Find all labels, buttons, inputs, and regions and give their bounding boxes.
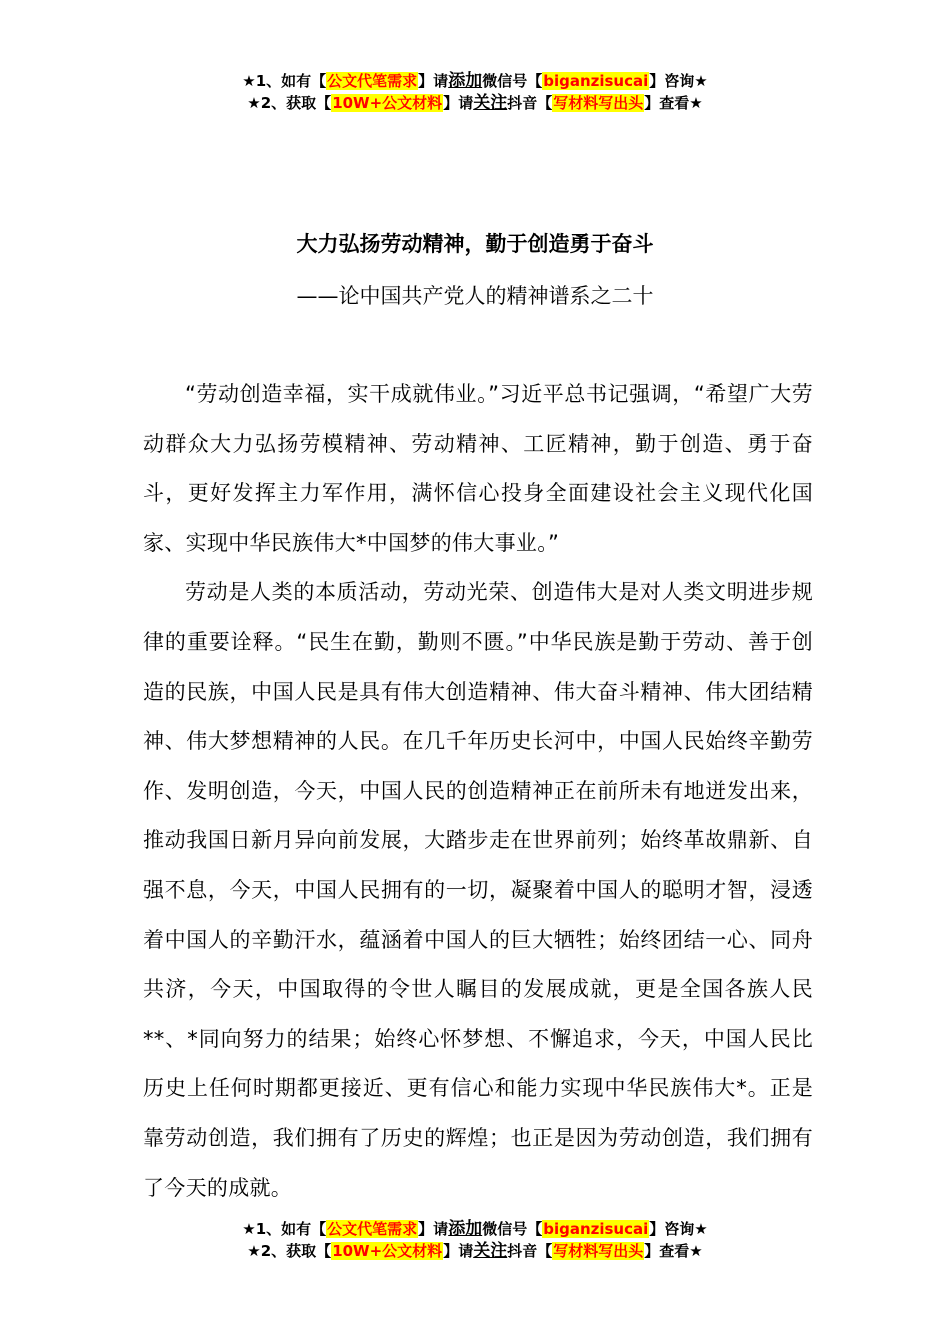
paragraph-2: 劳动是人类的本质活动，劳动光荣、创造伟大是对人类文明进步规律的重要诠释。“民生在勤，勤则不匮。”中华民族是勤于劳动、善于创造的民族，中国人民是具有伟大创造精神、伟大奋斗精神、伟大团结精神、伟大梦想精神的人民。在几千年历史长河中，中国人民始终辛勤劳作、发明创造，今天，中国人民的创造精神正在前所未有地迸发出来，推动我国日新月异向前发展，大踏步走在世界前列；始终革故鼎新、自强不息，今天，中国人民拥有的一切，凝聚着中国人的聪明才智，浸透着中国人的辛勤汗水，蕴涵着中国人的巨大牺牲；始终团结一心、同舟共济，今天，中国取得的令世人瞩目的发展成就，更是全国各族人民**、*同向努力的结果；始终心怀梦想、不懈追求，今天，中国人民比历史上任何时期都更接近、更有信心和能力实现中华民族伟大*。正是靠劳动创造，我们拥有了历史的辉煌；也正是因为劳动创造，我们拥有了今天的成就。	[143, 580, 813, 1200]
highlight-wechat-id: biganzisucai	[543, 1220, 649, 1238]
highlight-douyin-id: 写材料写出头	[553, 1242, 644, 1260]
top-banner	[0, 70, 950, 114]
banner-line-1: ★1、如有【公文代笔需求】请添加微信号【biganzisucai】咨询★	[242, 1219, 708, 1239]
article-body	[143, 370, 813, 1213]
banner-line-1: ★1、如有【公文代笔需求】请添加微信号【biganzisucai】咨询★	[242, 71, 708, 91]
banner-line-2: ★2、获取【10W+公文材料】请关注抖音【写材料写出头】查看★	[247, 93, 703, 113]
paragraph-1: “劳动创造幸福，实干成就伟业。”习近平总书记强调，“希望广大劳动群众大力弘扬劳模精神、劳动精神、工匠精神，勤于创造、勇于奋斗，更好发挥主力军作用，满怀信心投身全面建设社会主义现代化国家、实现中华民族伟大*中国梦的伟大事业。”	[143, 382, 813, 555]
bottom-banner	[0, 1218, 950, 1262]
article-subtitle: ——论中国共产党人的精神谱系之二十	[296, 284, 654, 308]
highlight-wechat-id: biganzisucai	[543, 72, 649, 90]
highlight-service: 公文代笔需求	[327, 1220, 418, 1238]
highlight-materials: 10W+公文材料	[332, 1242, 443, 1260]
banner-line-2: ★2、获取【10W+公文材料】请关注抖音【写材料写出头】查看★	[247, 1241, 703, 1261]
article-title: 大力弘扬劳动精神，勤于创造勇于奋斗	[296, 232, 654, 256]
highlight-douyin-id: 写材料写出头	[553, 94, 644, 112]
highlight-materials: 10W+公文材料	[332, 94, 443, 112]
highlight-service: 公文代笔需求	[327, 72, 418, 90]
